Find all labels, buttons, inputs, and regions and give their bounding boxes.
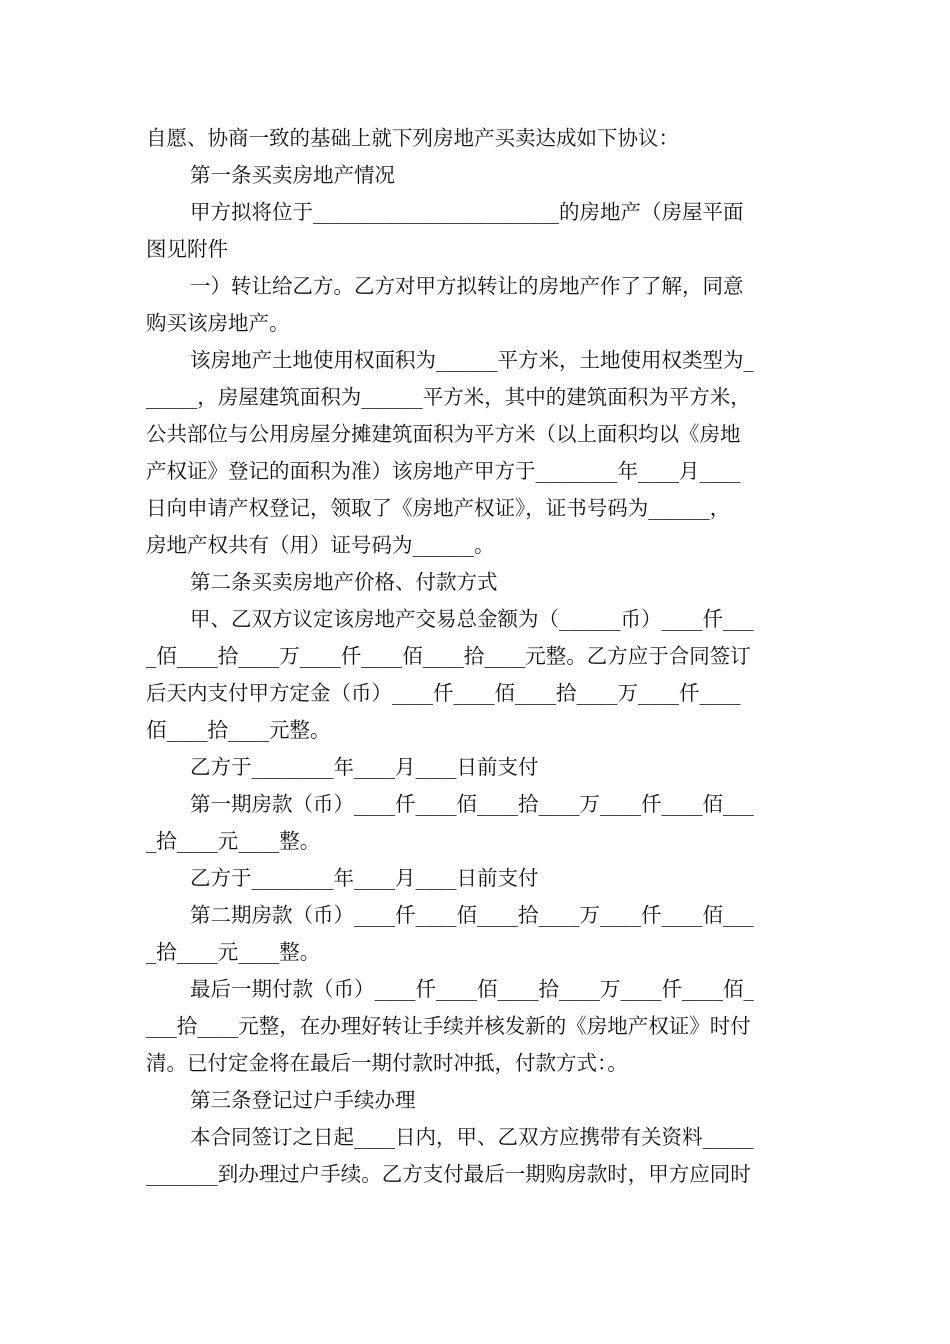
text-line: 本合同签订之日起____日内，甲、乙双方应携带有关资料_____: [190, 1125, 754, 1149]
text-line: _拾____元____整。: [146, 829, 321, 853]
text-line: _拾____元____整。: [146, 940, 321, 964]
text-line: 乙方于________年____月____日前支付: [190, 755, 539, 779]
text-line: 第二期房款（币）____仟____佰____拾____万____仟____佰___: [190, 903, 754, 927]
text-line: 日向申请产权登记，领取了《房地产权证》，证书号码为______，: [146, 496, 731, 520]
text-line: 公共部位与公用房屋分摊建筑面积为平方米（以上面积均以《房地: [146, 422, 741, 446]
text-line: 一）转让给乙方。乙方对甲方拟转让的房地产作了了解，同意: [190, 274, 744, 298]
text-line: 产权证》登记的面积为准）该房地产甲方于________年____月____: [146, 459, 741, 483]
text-line: 图见附件: [146, 237, 228, 261]
text-line: 该房地产土地使用权面积为______平方米，土地使用权类型为_: [190, 348, 754, 372]
text-line: 后天内支付甲方定金（币）____仟____佰____拾____万____仟____: [146, 681, 741, 705]
section-heading: 第二条买卖房地产价格、付款方式: [190, 570, 498, 594]
text-line: ___拾____元整，在办理好转让手续并核发新的《房地产权证》时付: [146, 1014, 751, 1038]
text-line: 最后一期付款（币）____仟____佰____拾____万____仟____佰_: [190, 977, 754, 1001]
text-line: 自愿、协商一致的基础上就下列房地产买卖达成如下协议：: [146, 126, 679, 150]
section-heading: 第三条登记过户手续办理: [190, 1088, 416, 1112]
text-line: 甲方拟将位于________________________的房地产（房屋平面: [190, 200, 744, 224]
text-line: 第一期房款（币）____仟____佰____拾____万____仟____佰___: [190, 792, 754, 816]
text-line: 房地产权共有（用）证号码为______。: [146, 533, 495, 557]
text-line: 乙方于________年____月____日前支付: [190, 866, 539, 890]
text-line: 清。已付定金将在最后一期付款时冲抵，付款方式：。: [146, 1051, 628, 1075]
text-line: 佰____拾____元整。: [146, 718, 331, 742]
text-line: 甲、乙双方议定该房地产交易总金额为（______币）____仟___: [190, 607, 754, 631]
document-body: [146, 120, 808, 1193]
text-line: _____，房屋建筑面积为______平方米，其中的建筑面积为平方米，: [146, 385, 751, 409]
text-line: _______到办理过户手续。乙方支付最后一期购房款时，甲方应同时: [146, 1162, 751, 1186]
text-line: 购买该房地产。: [146, 311, 290, 335]
section-heading: 第一条买卖房地产情况: [190, 163, 395, 187]
text-line: _佰____拾____万____仟____佰____拾____元整。乙方应于合同签订: [146, 644, 751, 668]
